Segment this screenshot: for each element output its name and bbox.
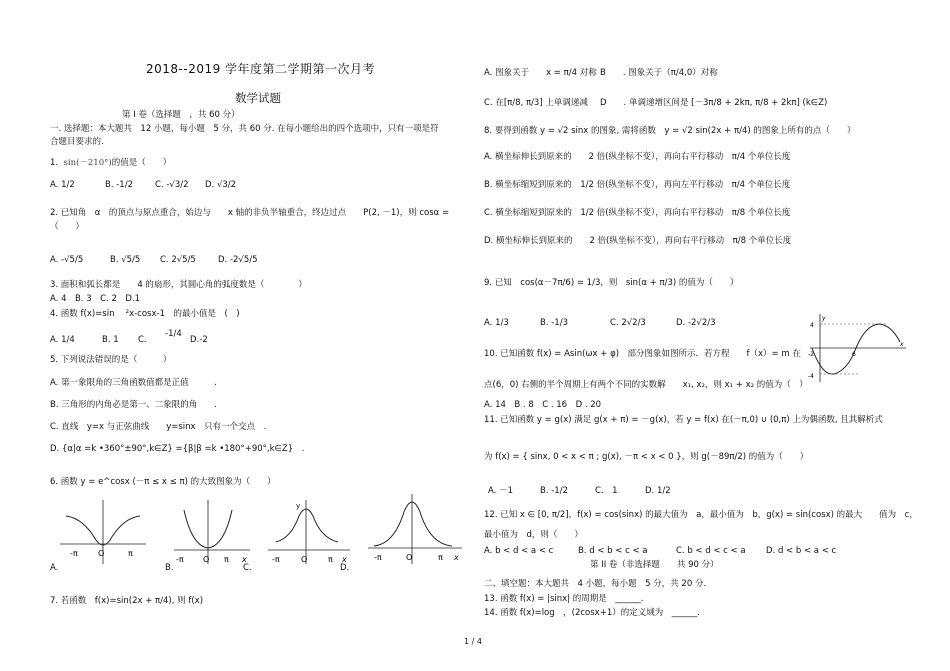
axis-label: x (454, 553, 459, 562)
q8-option-a: A. 横坐标伸长到原来的 2 倍(纵坐标不变），再向右平行移动 π/4 个单位长度 (484, 152, 791, 162)
axis-label: x (342, 555, 347, 564)
q2-stem-line2: （ ） (50, 222, 85, 232)
q2-option-d: D. -2√5/5 (218, 255, 258, 265)
axis-label: 6 (852, 351, 856, 358)
q11-stem-line1: 11. 已知函数 y = g(x) 满足 g(x + π) = －g(x)，若 y = f(x) 在(－π,0) ∪ (0,π) 上为偶函数, 且其解析式 (484, 415, 883, 425)
q3-options: A. 4 B. 3 C. 2 D.1 (50, 294, 141, 304)
q7-option-a: A. 图象关于 x = π/4 对称 (484, 68, 597, 78)
q4-option-b: B. 1 (102, 335, 119, 345)
axis-label: -π (374, 553, 382, 562)
q7-option-d: D . 单调递增区间是 [－3π/8 + 2kπ, π/8 + 2kπ] (k∈Z) (600, 98, 828, 108)
q2-option-b: B. √5/5 (110, 255, 141, 265)
q1-option-b: B. -1/2 (105, 180, 133, 190)
q1-option-a: A. 1/2 (50, 180, 75, 190)
q11-option-c: C. 1 (595, 486, 618, 496)
q11-stem-line2: 为 f(x) = { sinx, 0 < x < π ; g(x), －π < x < 0 }，则 g(－89π/2) 的值为（ ） (484, 452, 809, 462)
axis-label: O (406, 553, 413, 562)
q9-stem: 9. 已知 cos(α－7π/6) = 1/3，则 sin(α + π/3) 的值为（ ） (484, 278, 739, 288)
q12-option-a: A. b < d < a < c (484, 546, 554, 556)
axis-label: 4 (810, 322, 814, 329)
axis-label: π (128, 549, 133, 558)
q12-option-c: C. b < d < c < a (676, 546, 746, 556)
instructions-line-1: 一. 选择题：本大题共 12 小题，每小题 5 分，共 60 分. 在每小题给出的四个选项中，只有一项是符 (50, 124, 439, 134)
q4-option-d: D.-2 (190, 335, 208, 345)
q8-option-b: B. 横坐标缩短到原来的 1/2 倍(纵坐标不变），再向左平行移动 π/4 个单位长度 (484, 180, 791, 190)
q3-stem: 3. 面积和弧长都是 4 的扇形，其圆心角的弧度数是（ ） (50, 280, 307, 290)
axis-label: O (203, 555, 210, 564)
exam-subject: 数学试题 (235, 91, 281, 105)
axis-label: y (296, 502, 301, 510)
q11-option-b: B. -1/2 (540, 486, 568, 496)
section-2-heading: 第 II 卷（非选择题 共 90 分） (590, 560, 719, 570)
q12-option-b: B. d < b < c < a (578, 546, 648, 556)
axis-label: π (438, 553, 443, 562)
q9-option-b: B. -1/3 (540, 318, 568, 328)
q6-stem: 6. 函数 y = e^cosx (－π ≤ x ≤ π) 的大致图象为（ ） (50, 477, 276, 487)
q10-options: A. 14 B . 8 C . 16 D . 20 (484, 400, 602, 410)
page-number: 1 / 4 (464, 637, 482, 646)
q4-option-c-value: -1/4 (165, 329, 182, 339)
q13-stem: 13. 函数 f(x) = |sinx| 的周期是 ______. (484, 594, 644, 604)
q5-option-d: D. {α|α =k •360°±90°,k∈Z} ={β|β =k •180°+90°,k∈Z} . (50, 444, 305, 454)
q6-graph-b (172, 498, 252, 568)
axis-label: -4 (808, 373, 814, 380)
axis-label: -2 (808, 351, 814, 358)
axis-label: -π (272, 555, 280, 564)
q2-option-a: A. -√5/5 (50, 255, 84, 265)
q8-option-d: D. 横坐标伸长到原来的 2 倍(纵坐标不变），再向右平行移动 π/8 个单位长度 (484, 236, 792, 246)
q6-label-b: B. (165, 563, 174, 573)
q14-stem: 14. 函数 f(x)=log ，(2cosx+1）的定义域为 ______. (484, 608, 700, 618)
axis-label: -π (176, 555, 184, 564)
axis-label: π (328, 555, 333, 564)
q1-option-c: C. -√3/2 (155, 180, 189, 190)
q6-graph-a (58, 498, 148, 568)
axis-label: π (224, 555, 229, 564)
q4-stem: 4. 函数 f(x)=sin ²x-cosx-1 的最小值是 ( ) (50, 309, 240, 319)
axis-label: -π (70, 549, 78, 558)
q2-option-c: C. 2√5/5 (160, 255, 196, 265)
q6-label-d: D. (340, 563, 350, 573)
q1-stem: 1. sin(－210°)的值是（ ） (50, 158, 172, 168)
q6-graph-d (366, 492, 464, 568)
q9-option-d: D. -2√2/3 (676, 318, 716, 328)
axis-label: x (242, 555, 247, 564)
q6-label-a: A. (50, 563, 59, 573)
q7-stem: 7. 若函数 f(x)=sin(2x + π/4), 则 f(x) (50, 596, 204, 606)
q7-option-c: C. 在[π/8, π/3] 上单调递减 (484, 98, 588, 108)
q5-option-b: B. 三角形的内角必是第一、二象限的角 . (50, 400, 217, 410)
axis-label: x (900, 341, 904, 348)
q8-stem: 8. 要得到函数 y = √2 sinx 的图象, 需将函数 y = √2 sin(2x + π/4) 的图象上所有的点（ ） (484, 126, 856, 136)
q12-stem-line2: 最小值为 d，则（ ） (484, 530, 583, 540)
q10-stem-line2: 点(6，0) 右侧的半个周期上有两个不同的实数解 x₁, x₂，则 x₁ + x₂ 的值为（ ） (484, 380, 808, 390)
q1-option-d: D. √3/2 (205, 180, 237, 190)
part2-intro: 二、填空题：本大题共 4 小题，每小题 5 分，共 20 分. (484, 579, 707, 589)
q5-option-a: A. 第一象限角的三角函数值都是正值 . (50, 378, 217, 388)
axis-label: O (98, 549, 105, 558)
q4-option-a: A. 1/4 (50, 335, 75, 345)
q10-graph (808, 312, 908, 384)
axis-label: y (822, 315, 826, 322)
q5-stem: 5. 下列说法错误的是（ ） (50, 355, 172, 365)
q9-option-a: A. 1/3 (484, 318, 509, 328)
q12-option-d: D. d < b < a < c (766, 546, 837, 556)
q8-option-c: C. 横坐标缩短到原来的 1/2 倍(纵坐标不变），再向右平行移动 π/8 个单位长度 (484, 208, 791, 218)
q12-stem-line1: 12. 已知 x ∈ [0, π/2]，f(x) = cos(sinx) 的最大值为 a，最小值为 b，g(x) = sin(cosx) 的最大 值为 c， (484, 510, 918, 520)
section-1-heading: 第 I 卷（选择题 ，共 60 分） (122, 110, 240, 120)
q11-option-a: A. －1 (488, 486, 513, 496)
q10-stem-line1: 10. 已知函数 f(x) = Asin(ωx + φ) 部分图象如图所示．若方程 f（x）= m 在 (484, 349, 801, 359)
q6-label-c: C. (243, 563, 252, 573)
exam-title: 2018--2019 学年度第二学期第一次月考 (146, 62, 376, 76)
q5-option-c: C. 直线 y=x 与正弦曲线 y=sinx 只有一个交点 . (50, 422, 267, 432)
q11-option-d: D. 1/2 (645, 486, 671, 496)
q7-option-b: B . 图象关于（π/4,0）对称 (600, 68, 718, 78)
instructions-line-2: 合题目要求的. (50, 137, 104, 147)
q4-option-c-label: C. (138, 335, 147, 345)
q6-graph-c (266, 498, 352, 568)
q2-stem-line1: 2. 已知角 α 的顶点与原点重合，始边与 x 轴的非负半轴重合，终边过点 P(2, －1)，则 cosα = (50, 208, 450, 218)
q9-option-c: C. 2√2/3 (610, 318, 646, 328)
axis-label: O (301, 555, 308, 564)
